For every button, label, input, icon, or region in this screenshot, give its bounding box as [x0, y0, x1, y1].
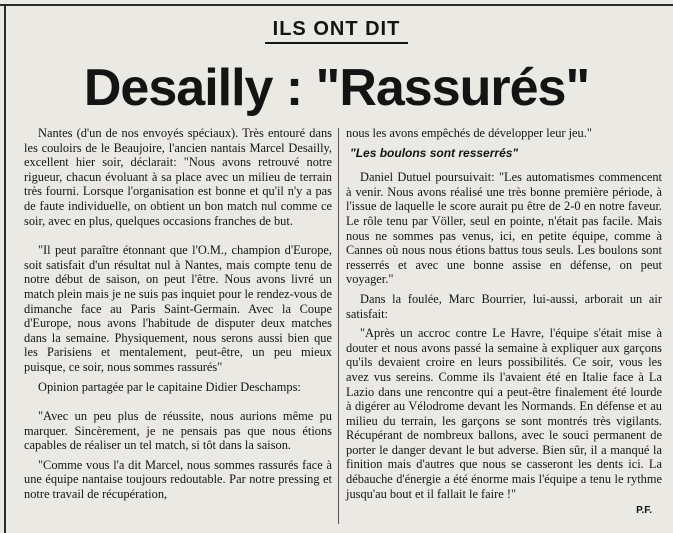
paragraph: Daniel Dutuel poursuivait: "Les automatismes commencent à venir. Nous avons réalisé une très bonne première période, à l'issue de laquelle le score aurait pu être de 2-0 en notre faveur. Le rôle tenu par Völler, seul en pointe, n'était pas facile. Mais nous ne sommes pas venus, ici, en petite équipe, comme à Cannes où nous nous étions battus tous seuls. Les boulons sont resserrés et avec une bonne assise en défense, on peut voyager.": [346, 170, 662, 287]
headline: Desailly : "Rassurés": [83, 59, 590, 117]
left-column: [24, 126, 332, 507]
paragraph: Dans la foulée, Marc Bourrier, lui-aussi, arborait un air satisfait:: [346, 291, 662, 321]
paragraph: "Comme vous l'a dit Marcel, nous sommes rassurés face à une équipe nantaise toujours redoutable. Par notre pressing et notre travail de récupération,: [24, 457, 332, 502]
paragraph: Opinion partagée par le capitaine Didier Deschamps:: [38, 379, 301, 394]
kicker: [0, 18, 673, 44]
subhead: "Les boulons sont resserrés": [350, 145, 519, 160]
paragraph: "Il peut paraître étonnant que l'O.M., champion d'Europe, soit satisfait d'un résultat nul à Nantes, mais compte tenu de notre début de saison, on peut l'être. Nous avons livré un match plein mais je ne suis pas inquiet pour le rendez-vous de dimanche face au Paris Saint-Germain. Avec la Coupe d'Europe, nous avons l'habitude de disputer deux matches dans la semaine. Physiquement, nous serons aussi bien que les Parisiens et mentalement, peut-être, un peu mieux puisque, ce soir, nous sommes rassurés": [24, 243, 332, 374]
paragraph: nous les avons empêchés de développer leur jeu.": [346, 126, 592, 140]
paragraph: "Avec un peu plus de réussite, nous aurions même pu marquer. Sincèrement, je ne pensais pas que nous étions capables de réaliser un tel match, si tôt dans la saison.: [24, 409, 332, 453]
signature: P.F.: [636, 505, 652, 517]
kicker-text: ILS ONT DIT: [265, 18, 409, 44]
top-rule: [0, 4, 673, 6]
column-divider: [338, 128, 339, 524]
paragraph: Nantes (d'un de nos envoyés spéciaux). Très entouré dans les couloirs de le Beaujoire, l'ancien nantais Marcel Desailly, excellent hier soir, déclarait: "Nous avons retrouvé notre rigueur, chacun évoluant à sa place avec un milieu de terrain très fourni. Lorsque l'organisation est bonne et qu'il n'y a pas de faute individuelle, on obtient un bon match nul comme ce soir, avec en plus, quelques occasions franches de but.: [24, 126, 332, 228]
paragraph: "Après un accroc contre Le Havre, l'équipe s'était mise à douter et nous avons passé la semaine à expliquer aux garçons qu'ils devaient croire en leurs possibilités. Ce soir, vous les avez vus sereins. Comme ils l'avaient été en Italie face à La Lazio dans une rencontre qui a peut-être finalement été lourde à digérer au Vélodrome devant les Normands. En défense et au milieu du terrain, les garçons se sont montrés très vigilants. Récupérant de nombreux ballons, avec le souci permanent de porter le danger devant le but adverse. Bien sûr, il a manqué la finition mais d'autres que nous se casseront les dents ici. La débauche d'énergie a été énorme mais l'équipe a tenu le rythme jusqu'au bout et il fallait le faire !": [346, 326, 662, 501]
right-column: [346, 126, 662, 519]
